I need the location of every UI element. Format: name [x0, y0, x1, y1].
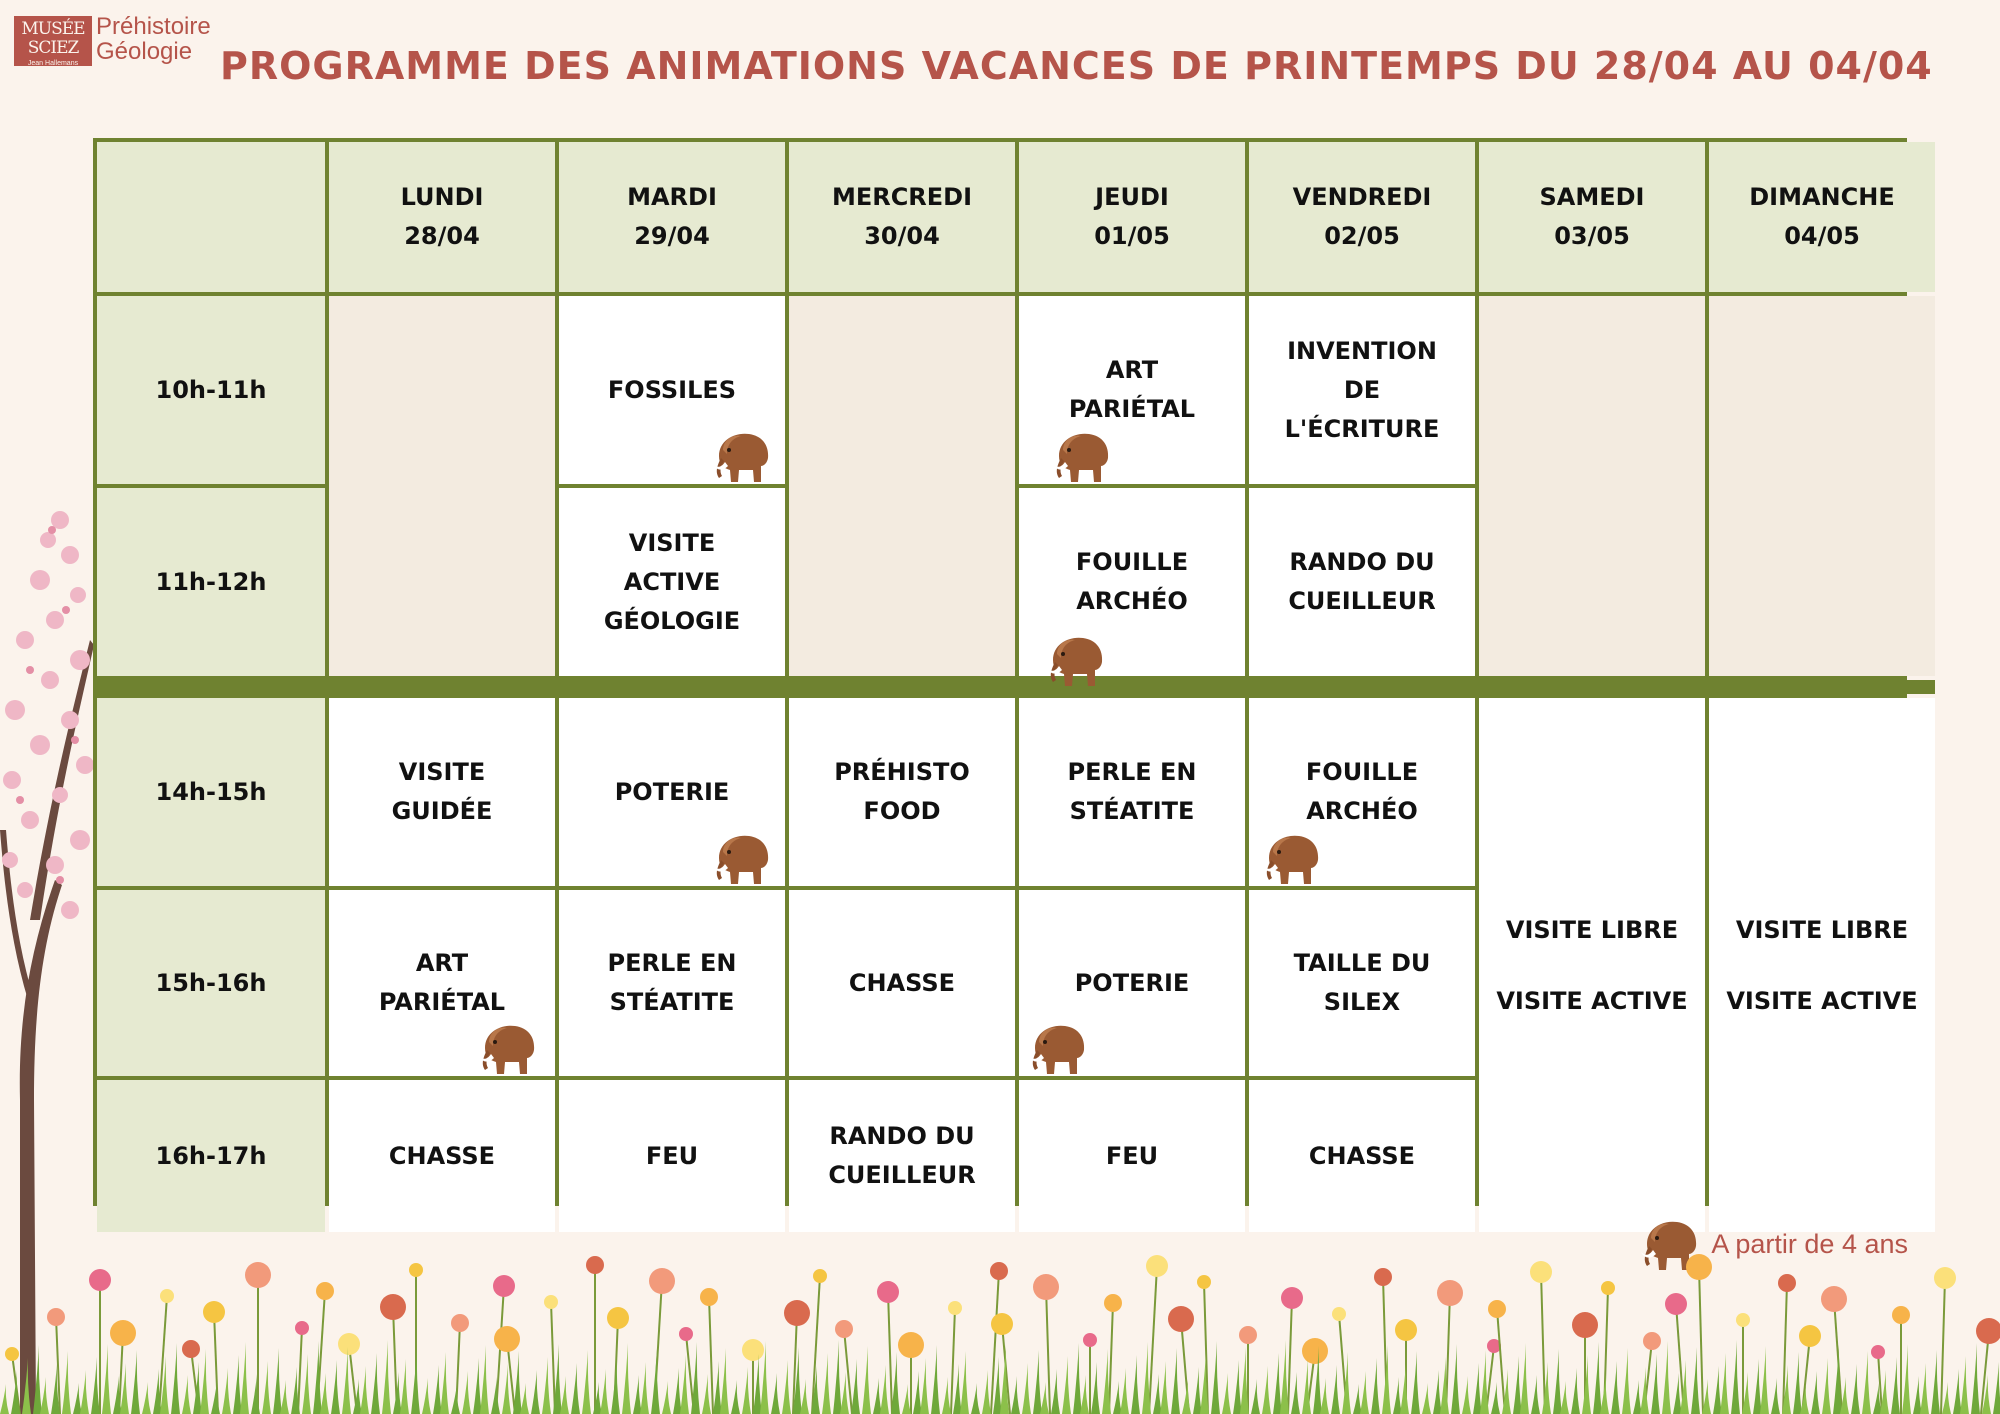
activity-label: VISITE ACTIVE GÉOLOGIE: [603, 528, 741, 635]
activity-lundi-14h: [329, 698, 555, 886]
activity-jeudi-10h: [1019, 296, 1245, 484]
activity-jeudi-15h: [1019, 890, 1245, 1076]
lunch-separator: [97, 680, 1935, 694]
activity-label: RANDO DU CUEILLEUR: [1288, 548, 1436, 615]
logo-wordmark: [96, 14, 211, 64]
logo-line-2: SCIEZ: [27, 38, 79, 58]
activity-vendredi-15h: [1249, 890, 1475, 1076]
activity-mardi-11h: [559, 488, 785, 676]
corner-cell: [97, 142, 325, 292]
visite-libre-label: VISITE LIBRE: [1735, 915, 1909, 944]
mammoth-icon: [1043, 632, 1105, 688]
day-header-lundi: LUNDI 28/04: [329, 142, 555, 292]
mammoth-icon: [709, 428, 771, 484]
activity-label: FEU: [645, 1141, 699, 1170]
day-header-mardi: MARDI 29/04: [559, 142, 785, 292]
activity-label: CHASSE: [1308, 1141, 1416, 1170]
day-header-jeudi: JEUDI 01/05: [1019, 142, 1245, 292]
visite-active-label: VISITE ACTIVE: [1726, 986, 1918, 1015]
time-10h: 10h-11h: [97, 296, 325, 484]
empty-samedi-morning: [1479, 296, 1705, 676]
activity-label: TAILLE DU SILEX: [1293, 949, 1431, 1016]
mammoth-icon: [1259, 830, 1321, 886]
time-15h: 15h-16h: [97, 890, 325, 1076]
activity-vendredi-10h: [1249, 296, 1475, 484]
visite-active-label: VISITE ACTIVE: [1496, 986, 1688, 1015]
activity-label: FOUILLE ARCHÉO: [1305, 758, 1419, 825]
activity-label: RANDO DU CUEILLEUR: [828, 1122, 976, 1189]
day-header-samedi: SAMEDI 03/05: [1479, 142, 1705, 292]
activity-label: ART PARIÉTAL: [378, 949, 506, 1016]
meadow-illustration: [0, 1204, 2000, 1414]
time-16h: 16h-17h: [97, 1080, 325, 1232]
activity-mardi-15h: [559, 890, 785, 1076]
logo-word-2: Géologie: [96, 38, 193, 65]
day-header-vendredi: VENDREDI 02/05: [1249, 142, 1475, 292]
activity-label: FOUILLE ARCHÉO: [1075, 548, 1189, 615]
activity-label: POTERIE: [1074, 968, 1190, 997]
time-14h: 14h-15h: [97, 698, 325, 886]
day-header-mercredi: MERCREDI 30/04: [789, 142, 1015, 292]
activity-lundi-15h: [329, 890, 555, 1076]
activity-jeudi-14h: [1019, 698, 1245, 886]
activity-vendredi-14h: [1249, 698, 1475, 886]
activity-label: PRÉHISTO FOOD: [834, 758, 970, 825]
activity-label: PERLE EN STÉATITE: [1067, 758, 1197, 825]
activity-label: CHASSE: [388, 1141, 496, 1170]
empty-lundi-morning: [329, 296, 555, 676]
activity-vendredi-11h: [1249, 488, 1475, 676]
weekend-samedi-afternoon: [1479, 698, 1705, 1232]
legend-text: A partir de 4 ans: [1711, 1228, 1908, 1259]
logo-line-1: MUSÉE: [21, 19, 85, 39]
museum-logo: [14, 14, 224, 74]
activity-mardi-14h: [559, 698, 785, 886]
activity-mercredi-14h: [789, 698, 1015, 886]
logo-sub: Jean Hallemans: [27, 60, 79, 67]
activity-jeudi-11h: [1019, 488, 1245, 676]
activity-label: FOSSILES: [607, 375, 737, 404]
activity-label: FEU: [1105, 1141, 1159, 1170]
mammoth-icon: [709, 830, 771, 886]
mammoth-icon: [475, 1020, 537, 1076]
activity-label: ART PARIÉTAL: [1068, 356, 1196, 423]
activity-label: INVENTION DE L'ÉCRITURE: [1284, 336, 1440, 443]
logo-badge: [14, 16, 92, 66]
empty-dimanche-morning: [1709, 296, 1935, 676]
mammoth-icon: [1025, 1020, 1087, 1076]
day-header-dimanche: DIMANCHE 04/05: [1709, 142, 1935, 292]
activity-label: POTERIE: [614, 777, 730, 806]
schedule-grid: [93, 138, 1918, 1206]
activity-label: VISITE GUIDÉE: [391, 758, 493, 825]
activity-mardi-10h: [559, 296, 785, 484]
time-11h: 11h-12h: [97, 488, 325, 676]
empty-mercredi-morning: [789, 296, 1015, 676]
visite-libre-label: VISITE LIBRE: [1505, 915, 1679, 944]
weekend-dimanche-afternoon: [1709, 698, 1935, 1232]
activity-label: CHASSE: [848, 968, 956, 997]
mammoth-icon: [1049, 428, 1111, 484]
page-title: PROGRAMME DES ANIMATIONS VACANCES DE PRINTEMPS DU 28/04 AU 04/04: [220, 44, 1933, 88]
activity-label: PERLE EN STÉATITE: [607, 949, 737, 1016]
logo-word-1: Préhistoire: [96, 13, 211, 40]
activity-mercredi-15h: [789, 890, 1015, 1076]
